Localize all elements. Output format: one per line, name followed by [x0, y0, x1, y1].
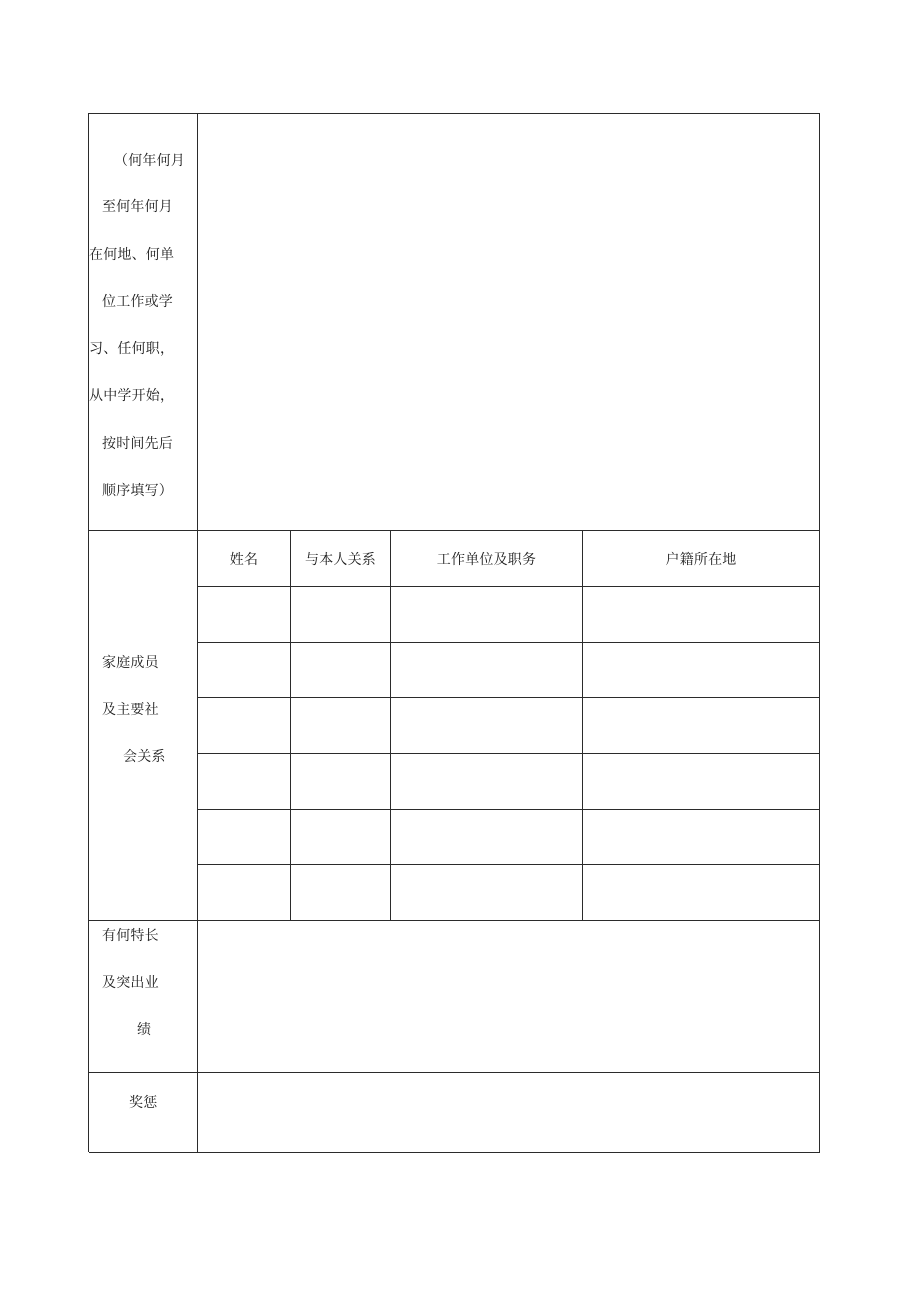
- awards-label-line: 奖惩: [129, 1095, 158, 1111]
- family-cell-relation[interactable]: [291, 643, 391, 698]
- family-cell-employer[interactable]: [391, 698, 583, 754]
- family-cell-relation[interactable]: [291, 698, 391, 754]
- family-header-name: [198, 531, 291, 587]
- family-cell-employer[interactable]: [391, 810, 583, 865]
- awards-label-cell: [89, 1073, 198, 1153]
- family-cell-household[interactable]: [583, 698, 820, 754]
- family-cell-household[interactable]: [583, 865, 820, 921]
- family-cell-name[interactable]: [198, 643, 291, 698]
- resume-label-line: 位工作或学: [102, 294, 173, 310]
- family-cell-household[interactable]: [583, 643, 820, 698]
- family-header-relation: [291, 531, 391, 587]
- family-cell-name[interactable]: [198, 754, 291, 810]
- family-header-household-text: 户籍所在地: [665, 551, 737, 568]
- family-header-name-text: 姓名: [229, 551, 259, 568]
- family-cell-name[interactable]: [198, 865, 291, 921]
- family-cell-employer[interactable]: [391, 865, 583, 921]
- family-label-line: 及主要社: [102, 702, 159, 718]
- family-cell-household[interactable]: [583, 754, 820, 810]
- resume-label-line: 从中学开始，: [89, 388, 175, 404]
- specialty-content-cell[interactable]: [198, 921, 820, 1073]
- specialty-label-cell: [89, 921, 198, 1073]
- family-cell-employer[interactable]: [391, 643, 583, 698]
- family-header-relation-text: 与本人关系: [305, 551, 376, 568]
- family-cell-employer[interactable]: [391, 754, 583, 810]
- family-header-household: [583, 531, 820, 587]
- family-cell-relation[interactable]: [291, 587, 391, 643]
- family-label-line: 家庭成员: [102, 655, 159, 671]
- family-cell-household[interactable]: [583, 587, 820, 643]
- family-cell-name[interactable]: [198, 810, 291, 865]
- family-cell-name[interactable]: [198, 698, 291, 754]
- registration-form-table: [88, 113, 820, 1152]
- family-cell-household[interactable]: [583, 810, 820, 865]
- family-cell-name[interactable]: [198, 587, 291, 643]
- family-cell-relation[interactable]: [291, 754, 391, 810]
- resume-label-line: 顺序填写）: [102, 483, 173, 499]
- resume-label-line: 至何年何月: [102, 199, 173, 215]
- family-header-employer-text: 工作单位及职务: [436, 551, 537, 568]
- family-header-employer: [391, 531, 583, 587]
- awards-content-cell[interactable]: [198, 1073, 820, 1153]
- resume-label-line: 按时间先后: [102, 436, 173, 452]
- resume-label-cell: [89, 114, 198, 531]
- resume-content-cell[interactable]: [198, 114, 820, 531]
- resume-label-line: 习、任何职，: [89, 341, 175, 357]
- family-cell-relation[interactable]: [291, 865, 391, 921]
- family-cell-employer[interactable]: [391, 587, 583, 643]
- resume-label-line: （何年何月: [114, 153, 185, 169]
- specialty-label-line: 绩: [137, 1022, 152, 1038]
- resume-label-line: 在何地、何单: [89, 247, 175, 263]
- specialty-label-line: 有何特长: [102, 928, 159, 944]
- family-label-line: 会关系: [123, 749, 166, 765]
- specialty-label-line: 及突出业: [102, 975, 159, 991]
- family-label-cell: [89, 531, 198, 921]
- family-cell-relation[interactable]: [291, 810, 391, 865]
